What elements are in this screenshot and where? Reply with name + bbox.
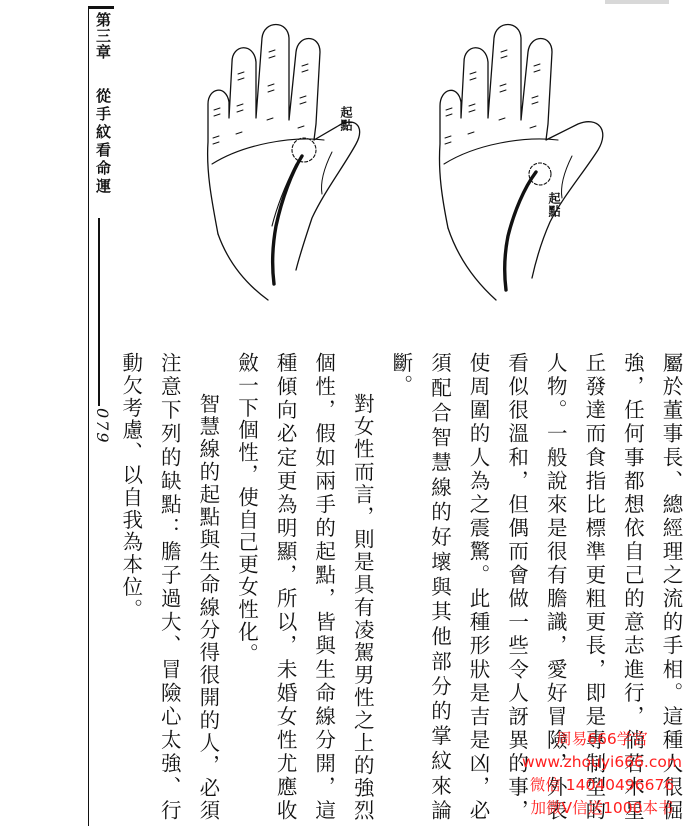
- watermark-line-4: 加微V信送1000本书: [530, 799, 674, 817]
- palm-illustration-right: [428, 22, 618, 308]
- start-point-label-left: 起點: [339, 106, 353, 132]
- top-tab-strip: [605, 0, 669, 4]
- paragraph-2: 對女性而言，則是具有凌駕男性之上的強烈個性，假如兩手的起點，皆與生命線分開，這種傾向必定更為明顯，所以，未婚女性尤應收斂一下個性，使自己更女性化。: [234, 352, 375, 822]
- watermark-line-3: 微信 14040496676: [529, 776, 675, 794]
- watermark: [512, 728, 692, 820]
- watermark-line-2: www.zhouyi666.com: [522, 753, 682, 771]
- margin-top-rule: [88, 6, 114, 9]
- palm-drawing-right: [428, 22, 618, 304]
- watermark-line-1: 周易666学宫: [556, 730, 648, 748]
- palm-drawing-left: [196, 22, 396, 304]
- chapter-title: 從手紋看命運: [94, 88, 112, 196]
- paragraph-3: 智慧線的起點與生命線分得很開的人，必須注意下列的缺點：膽子過大、冒險心太強、行動欠考慮、以自我為本位。: [118, 352, 220, 822]
- margin-bar: [98, 218, 100, 406]
- start-point-label-right: 起點: [547, 192, 561, 218]
- palm-illustration-left: [196, 22, 396, 308]
- margin-vertical-line: [88, 6, 89, 826]
- paragraph-1: 屬於董事長、總經理之流的手相。這種人很倔強，任何事都想依自己的意志進行，倘若木星丘發達而食指比標準更粗更長，即是專制型的人物。一般說來是很有膽識，愛好冒險，外表看似很溫和，但偶而會做一些令人訝異的事，使周圍的人為之震驚。此種形狀是吉是凶，必須配合智慧線的好壞與其他部分的掌紋來論斷。: [388, 352, 683, 822]
- page-number: 079: [93, 408, 112, 445]
- chapter-label: 第三章: [94, 12, 112, 60]
